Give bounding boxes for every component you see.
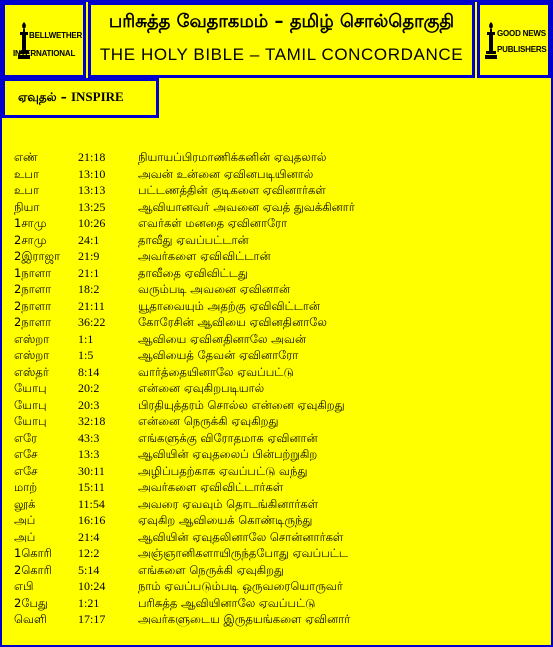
verse-text: பட்டணத்தின் குடிகளை ஏவினார்கள் [138,183,326,197]
verse-reference: 20:2 [78,381,100,395]
verse-reference: 30:11 [78,463,105,478]
verse-book: எஸ்தர் [14,364,49,379]
verse-book: யோபு [14,381,47,395]
logo-left-line2: INTERNATIONAL [13,49,76,58]
verse-book: 2நாளா [14,315,52,329]
verse-text: நாம் ஏவப்படும்படி ஒருவரையொருவர் [138,579,343,593]
verse-text: அழிப்பதற்காக ஏவப்பட்டு வந்து [138,463,308,478]
verse-book: எரே [14,430,38,445]
verse-text: யூதாவையும் அதற்கு ஏவிவிட்டான் [138,298,321,313]
verse-book: 2நாளா [14,282,52,296]
topic-heading [18,89,124,106]
verse-text: என்னை நெருக்கி ஏவுகிறது [138,414,279,428]
title-english: THE HOLY BIBLE – TAMIL CONCORDANCE [99,45,464,64]
verse-text: எவர்கள் மனதை ஏவினாரோ [138,216,288,230]
verse-reference: 21:11 [78,298,105,313]
goodnews-publishers-logo [477,2,551,78]
verse-book: யோபு [14,414,47,428]
verse-reference: 13:13 [78,183,106,197]
verse-reference: 10:24 [78,579,106,593]
verse-text: அஞ்ஞானிகளாயிருந்தபோது ஏவப்பட்ட [138,546,349,560]
verse-reference: 20:3 [78,397,100,412]
verse-book: எண் [14,150,38,164]
verse-book: மாற் [14,480,38,494]
verse-text: அவன் உன்னை ஏவினபடியினால் [138,166,314,181]
verse-text: அவர்களுடைய இருதயங்களை ஏவினார் [138,612,351,626]
verse-reference: 11:54 [78,496,105,511]
verse-text: எங்களுக்கு விரோதமாக ஏவினான் [138,430,318,445]
verse-text: ஆவியை ஏவினதினாலே அவன் [138,331,307,346]
verse-reference: 12:2 [78,546,100,560]
verse-book: நியா [14,199,40,214]
verse-book: யோபு [14,397,47,412]
verse-reference: 1:5 [78,348,94,362]
verse-reference: 8:14 [78,364,100,379]
verse-book: லூக் [14,496,36,511]
verse-reference: 21:1 [78,265,100,280]
verse-text: பரிசுத்த ஆவியினாலே ஏவப்பட்டு [138,595,316,610]
logo-left-line1: BELLWETHER [29,31,83,40]
verse-text: அவர்களை ஏவிவிட்டான் [138,249,271,263]
verse-reference: 13:10 [78,166,106,181]
verse-book: 2நாளா [14,298,52,313]
verse-text: தாவீது ஏவப்பட்டான் [138,232,249,247]
topic-tamil: ஏவுதல் [18,90,57,104]
verse-reference: 5:14 [78,562,100,577]
verse-book: 1கொரி [14,546,52,560]
verse-reference: 36:22 [78,315,106,329]
verse-reference: 21:9 [78,249,100,263]
verse-text: அவர்களை ஏவிவிட்டார்கள் [138,480,284,494]
verse-book: 2இராஜா [14,249,61,263]
verse-text: வார்த்தையினாலே ஏவப்பட்டு [138,364,294,379]
verse-text: ஆவியானவர் அவனை ஏவத் துவக்கினார் [138,199,355,214]
verse-book: உபா [14,166,39,181]
candle-lamp-icon [485,21,497,61]
verse-book: எபி [14,579,34,593]
verse-book: 1நாளா [14,265,52,280]
verse-book: 2சாமு [14,232,47,247]
verse-text: கோரேசின் ஆவியை ஏவினதினாலே [138,315,327,329]
verse-reference: 18:2 [78,282,100,296]
verse-text: அவரை ஏவவும் தொடங்கினார்கள் [138,496,319,511]
verse-reference: 32:18 [78,414,106,428]
verse-text: நியாயப்பிரமாணிக்கனின் ஏவுதலால் [138,150,327,164]
verse-reference: 24:1 [78,232,100,247]
verse-reference: 13:25 [78,199,106,214]
verse-book: அப் [14,513,36,527]
title-tamil: பரிசுத்த வேதாகமம் – தமிழ் சொல்தொகுதி [108,11,455,32]
verse-text: என்னை ஏவுகிறபடியால் [138,381,265,395]
verse-book: எஸ்றா [14,348,50,362]
verse-book: 2பேது [14,595,49,610]
verse-book: 1சாமு [14,216,47,230]
verse-text: பிரதியுத்தரம் சொல்ல என்னை ஏவுகிறது [138,397,345,412]
verse-book: உபா [14,183,39,197]
verse-book: வெளி [14,612,47,626]
topic-english: INSPIRE [70,89,124,104]
logo-right-line1: GOOD NEWS [497,29,546,38]
verse-reference: 17:17 [78,612,106,626]
verse-reference: 1:1 [78,331,94,346]
verse-book: அப் [14,529,36,544]
verse-book: எசே [14,463,38,478]
verse-reference: 13:3 [78,447,100,461]
verse-text: ஆவியின் ஏவுதலைப் பின்பற்றுகிற [138,447,318,461]
verse-reference: 1:21 [78,595,100,610]
verse-text: எங்களை நெருக்கி ஏவுகிறது [138,562,284,577]
bellwether-logo [2,2,86,78]
verse-reference: 43:3 [78,430,100,445]
verse-book: 2கொரி [14,562,52,577]
verse-text: ஆவியைத் தேவன் ஏவினாரோ [138,348,299,362]
verse-text: தாவீதை ஏவிவிட்டது [138,265,248,280]
verse-text: ஏவுகிற ஆவியைக் கொண்டிருந்து [138,513,313,527]
logo-right-line2: PUBLISHERS [497,45,547,54]
verse-text: வரும்படி அவனை ஏவினான் [138,282,291,296]
verse-reference: 16:16 [78,513,106,527]
verse-reference: 21:18 [78,150,106,164]
title-banner [88,2,475,78]
verse-book: எசே [14,447,38,461]
verse-book: எஸ்றா [14,331,50,346]
topic-box [2,78,159,118]
verse-reference: 21:4 [78,529,100,544]
topic-separator: – [60,90,67,104]
verse-reference: 10:26 [78,216,106,230]
verse-text: ஆவியின் ஏவுதலினாலே சொன்னார்கள் [138,529,344,544]
verse-reference: 15:11 [78,480,105,494]
